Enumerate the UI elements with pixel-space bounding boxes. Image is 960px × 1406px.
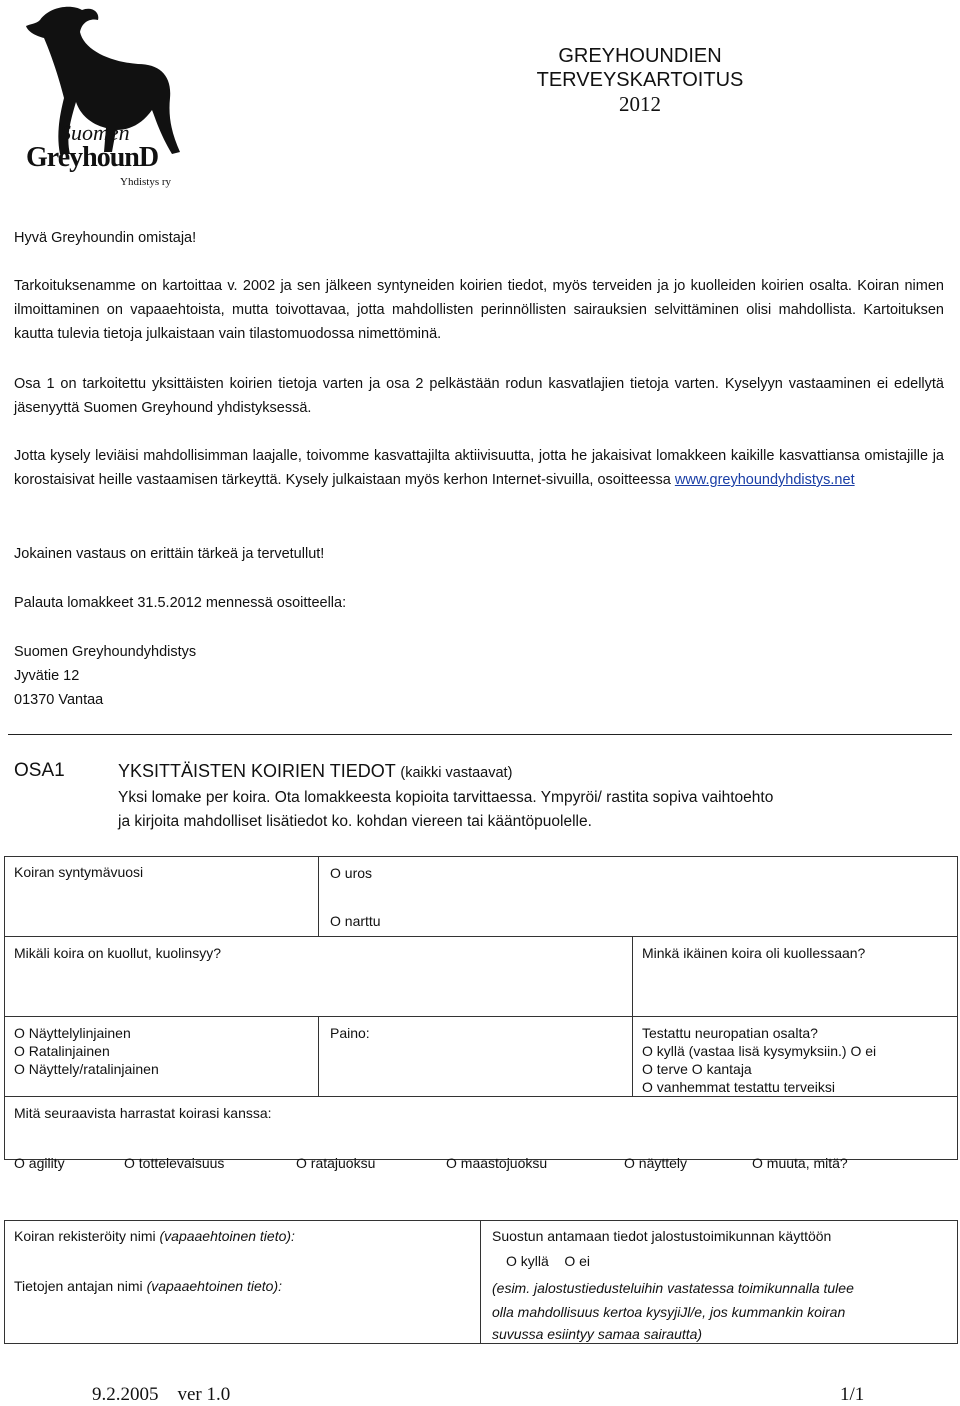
giver-name-label[interactable]: Tietojen antajan nimi (vapaaehtoinen tieto): — [14, 1278, 282, 1294]
neuro-result[interactable]: O terve O kantaja — [642, 1061, 752, 1077]
section-title: YKSITTÄISTEN KOIRIEN TIEDOT (kaikki vastaavat) — [118, 761, 513, 781]
hobbies-question: Mitä seuraavista harrastat koirasi kanssa: — [14, 1105, 272, 1121]
intro-para2: Osa 1 on tarkoitettu yksittäisten koirien tietoja varten ja osa 2 pelkästään rodun kasvatlajien tietoja varten. Kyselyyn vastaaminen ei edellytä jäsenyyttä Suomen Greyhound yhdistyksessä. — [14, 376, 944, 416]
neuro-question: Testattu neuropatian osalta? — [642, 1025, 818, 1041]
male-option[interactable]: O uros — [330, 865, 373, 881]
website-link[interactable]: www.greyhoundyhdistys.net — [674, 472, 855, 488]
hobby-racing[interactable]: O ratajuoksu — [296, 1155, 376, 1171]
intro-para5: Palauta lomakkeet 31.5.2012 mennessä osoitteella: — [14, 595, 347, 611]
birth-year-label[interactable]: Koiran syntymävuosi — [14, 864, 144, 880]
document-title — [520, 44, 760, 116]
section-label: OSA1 — [14, 760, 65, 781]
greyhound-logo — [20, 2, 190, 192]
line-show-race[interactable]: O Näyttely/ratalinjainen — [14, 1061, 159, 1077]
neuro-parents[interactable]: O vanhemmat testattu terveiksi — [642, 1079, 835, 1095]
section-divider — [8, 734, 952, 735]
title-year: 2012 — [619, 92, 661, 116]
logo-yhdistys: Yhdistys ry — [120, 176, 172, 188]
consent-options[interactable]: O kyllä O ei — [506, 1253, 591, 1269]
weight-label[interactable]: Paino: — [330, 1025, 370, 1041]
hobby-obedience[interactable]: O tottelevaisuus — [124, 1155, 225, 1171]
footer-page: 1/1 — [840, 1384, 865, 1405]
death-age-label[interactable]: Minkä ikäinen koira oli kuollessaan? — [642, 945, 866, 961]
intro-para3: Jotta kysely leviäisi mahdollisimman laajalle, toivomme kasvattajilta aktiivisuutta, jotta he jakaisivat lomakkeen kaikille kasvattiansa omistajille ja korostaisivat heille vastaamisen tärkeyttä. Kysely julkaistaan myös kerhon Internet-sivuilla, osoitteessa www.greyhoundyhdistys.net — [14, 448, 944, 488]
consent-note-line3: suvussa esiintyy samaa sairautta) — [492, 1326, 703, 1342]
intro-para1: Tarkoituksenamme on kartoittaa v. 2002 ja sen jälkeen syntyneiden koirien tiedot, myös terveiden ja jo kuolleiden koirien osalta. Koiran nimen ilmoittaminen on vapaaehtoista, mutta toivottavaa, jotta mahdollisten perinnöllisten sairauksien selvittäminen olisi mahdollista. Kartoituksen kautta tulevia tietoja julkaistaan vain tilastomuodossa nimettöminä. — [14, 278, 944, 342]
title-line1: GREYHOUNDIEN — [558, 45, 722, 67]
footer-version: 9.2.2005 ver 1.0 — [92, 1384, 231, 1405]
death-cause-label[interactable]: Mikäli koira on kuollut, kuolinsyy? — [14, 945, 221, 961]
hobby-lure-coursing[interactable]: O maastojuoksu — [446, 1155, 548, 1171]
female-option[interactable]: O narttu — [330, 913, 381, 929]
logo-greyhound: GreyhounD — [26, 142, 159, 173]
logo-suomen: Suomen — [60, 120, 130, 145]
consent-note-line1: (esim. jalostustiedusteluihin vastatessa toimikunnalla tulee — [492, 1280, 854, 1296]
hobby-other[interactable]: O muuta, mitä? — [752, 1155, 848, 1171]
address-line2: Jyvätie 12 — [14, 668, 80, 684]
section-note: Yksi lomake per koira. Ota lomakkeesta kopioita tarvittaessa. Ympyröi/ rastita sopiva vaihtoehto ja kirjoita mahdolliset lisätiedot ko. kohdan viereen tai kääntöpuolelle. — [118, 789, 774, 830]
hobby-agility[interactable]: O agility — [14, 1155, 65, 1171]
address-line1: Suomen Greyhoundyhdistys — [14, 644, 197, 660]
greeting: Hyvä Greyhoundin omistaja! — [14, 230, 197, 246]
line-show[interactable]: O Näyttelylinjainen — [14, 1025, 131, 1041]
consent-note-line2: olla mahdollisuus kertoa kysyjiJl/e, jos kummankin koiran — [492, 1304, 846, 1320]
address-line3: 01370 Vantaa — [14, 692, 104, 708]
line-race[interactable]: O Ratalinjainen — [14, 1043, 110, 1059]
title-line2: TERVEYSKARTOITUS — [536, 69, 744, 91]
registered-name-label[interactable]: Koiran rekisteröity nimi (vapaaehtoinen tieto): — [14, 1228, 295, 1244]
hobby-show[interactable]: O näyttely — [624, 1155, 688, 1171]
consent-label: Suostun antamaan tiedot jalostustoimikunnan käyttöön — [492, 1228, 832, 1244]
intro-para4: Jokainen vastaus on erittäin tärkeä ja tervetullut! — [14, 546, 325, 562]
neuro-tested[interactable]: O kyllä (vastaa lisä kysymyksiin.) O ei — [642, 1043, 877, 1059]
